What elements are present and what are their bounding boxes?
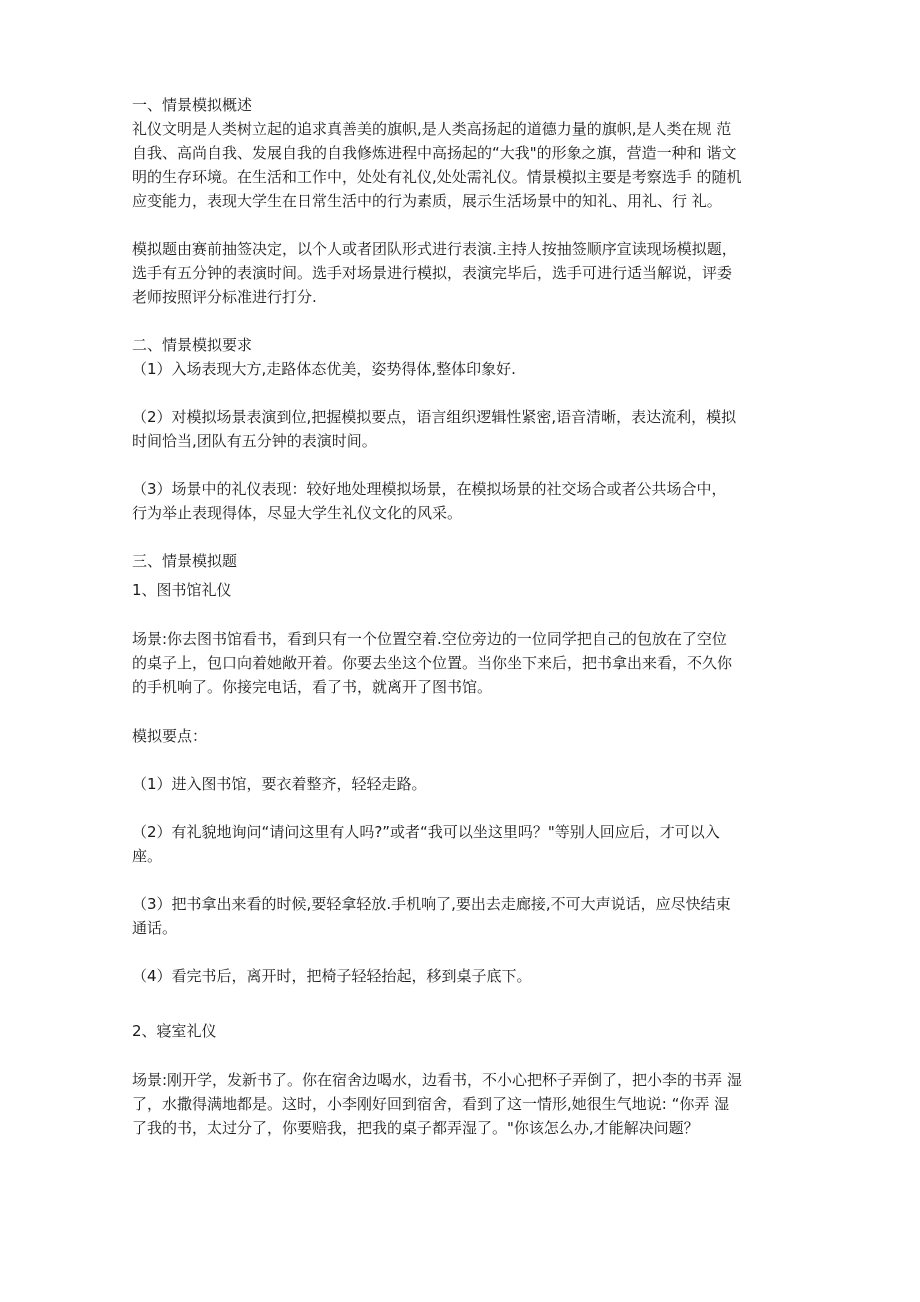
section-heading-requirements: 二、情景模拟要求: [132, 336, 253, 354]
library-point: （2）有礼貌地询问“请问这里有人吗?”或者“我可以坐这里吗？"等别人回应后，才可以入: [132, 823, 720, 841]
library-point: （1）进入图书馆，要衣着整齐，轻轻走路。: [132, 775, 427, 793]
overview-paragraph-line: 礼仪文明是人类树立起的追求真善美的旗帜,是人类高扬起的道德力量的旗帜,是人类在规 范: [132, 120, 732, 138]
dormitory-scene-line: 场景:刚开学，发新书了。你在宿舍边喝水，边看书，不小心把杯子弄倒了，把小李的书弄 湿: [132, 1071, 742, 1089]
library-scene-line: 的手机响了。你接完电话，看了书，就离开了图书馆。: [132, 678, 493, 696]
question-title-dormitory: 2、寝室礼仪: [132, 1022, 217, 1040]
dormitory-scene-line: 了我的书，太过分了，你要赔我，把我的桌子都弄湿了。"你该怎么办,才能解决问题？: [132, 1119, 699, 1137]
overview-paragraph-line: 应变能力，表现大学生在日常生活中的行为素质，展示生活场景中的知礼、用礼、行 礼。: [132, 192, 722, 210]
requirement-item: （3）场景中的礼仪表现：较好地处理模拟场景，在模拟场景的社交场合或者公共场合中，: [132, 480, 727, 498]
library-point: 座。: [132, 847, 163, 865]
overview-paragraph-line: 自我、高尚自我、发展自我的自我修炼进程中高扬起的“大我"的形象之旗，营造一种和 谐文: [132, 144, 737, 162]
section-heading-overview: 一、情景模拟概述: [132, 96, 253, 114]
rules-paragraph-line: 模拟题由赛前抽签决定，以个人或者团队形式进行表演.主持人按抽签顺序宣读现场模拟题，: [132, 240, 737, 258]
library-scene-line: 场景:你去图书馆看书，看到只有一个位置空着.空位旁边的一位同学把自己的包放在了空位: [132, 630, 727, 648]
section-heading-questions: 三、情景模拟题: [132, 552, 238, 570]
library-point: （3）把书拿出来看的时候,要轻拿轻放.手机响了,要出去走廊接,不可大声说话，应尽快结束: [132, 895, 731, 913]
simulation-points-label: 模拟要点：: [132, 727, 208, 745]
question-title-library: 1、图书馆礼仪: [132, 581, 232, 599]
rules-paragraph-line: 老师按照评分标准进行打分.: [132, 288, 317, 306]
rules-paragraph-line: 选手有五分钟的表演时间。选手对场景进行模拟，表演完毕后，选手可进行适当解说，评委: [132, 264, 733, 282]
requirement-item: 时间恰当,团队有五分钟的表演时间。: [132, 432, 377, 450]
library-point: 通话。: [132, 919, 178, 937]
requirement-item: （1）入场表现大方,走路体态优美，姿势得体,整体印象好.: [132, 360, 516, 378]
dormitory-scene-line: 了，水撒得满地都是。这时，小李刚好回到宿舍，看到了这一情形,她很生气地说: “你弄 湿: [132, 1095, 730, 1113]
library-scene-line: 的桌子上，包口向着她敞开着。你要去坐这个位置。当你坐下来后，把书拿出来看，不久你: [132, 654, 733, 672]
requirement-item: 行为举止表现得体，尽显大学生礼仪文化的风采。: [132, 504, 463, 522]
library-point: （4）看完书后，离开时，把椅子轻轻抬起，移到桌子底下。: [132, 967, 532, 985]
overview-paragraph-line: 明的生存环境。在生活和工作中，处处有礼仪,处处需礼仪。情景模拟主要是考察选手 的随机: [132, 168, 742, 186]
requirement-item: （2）对模拟场景表演到位,把握模拟要点，语言组织逻辑性紧密,语音清晰，表达流利，模拟: [132, 408, 737, 426]
